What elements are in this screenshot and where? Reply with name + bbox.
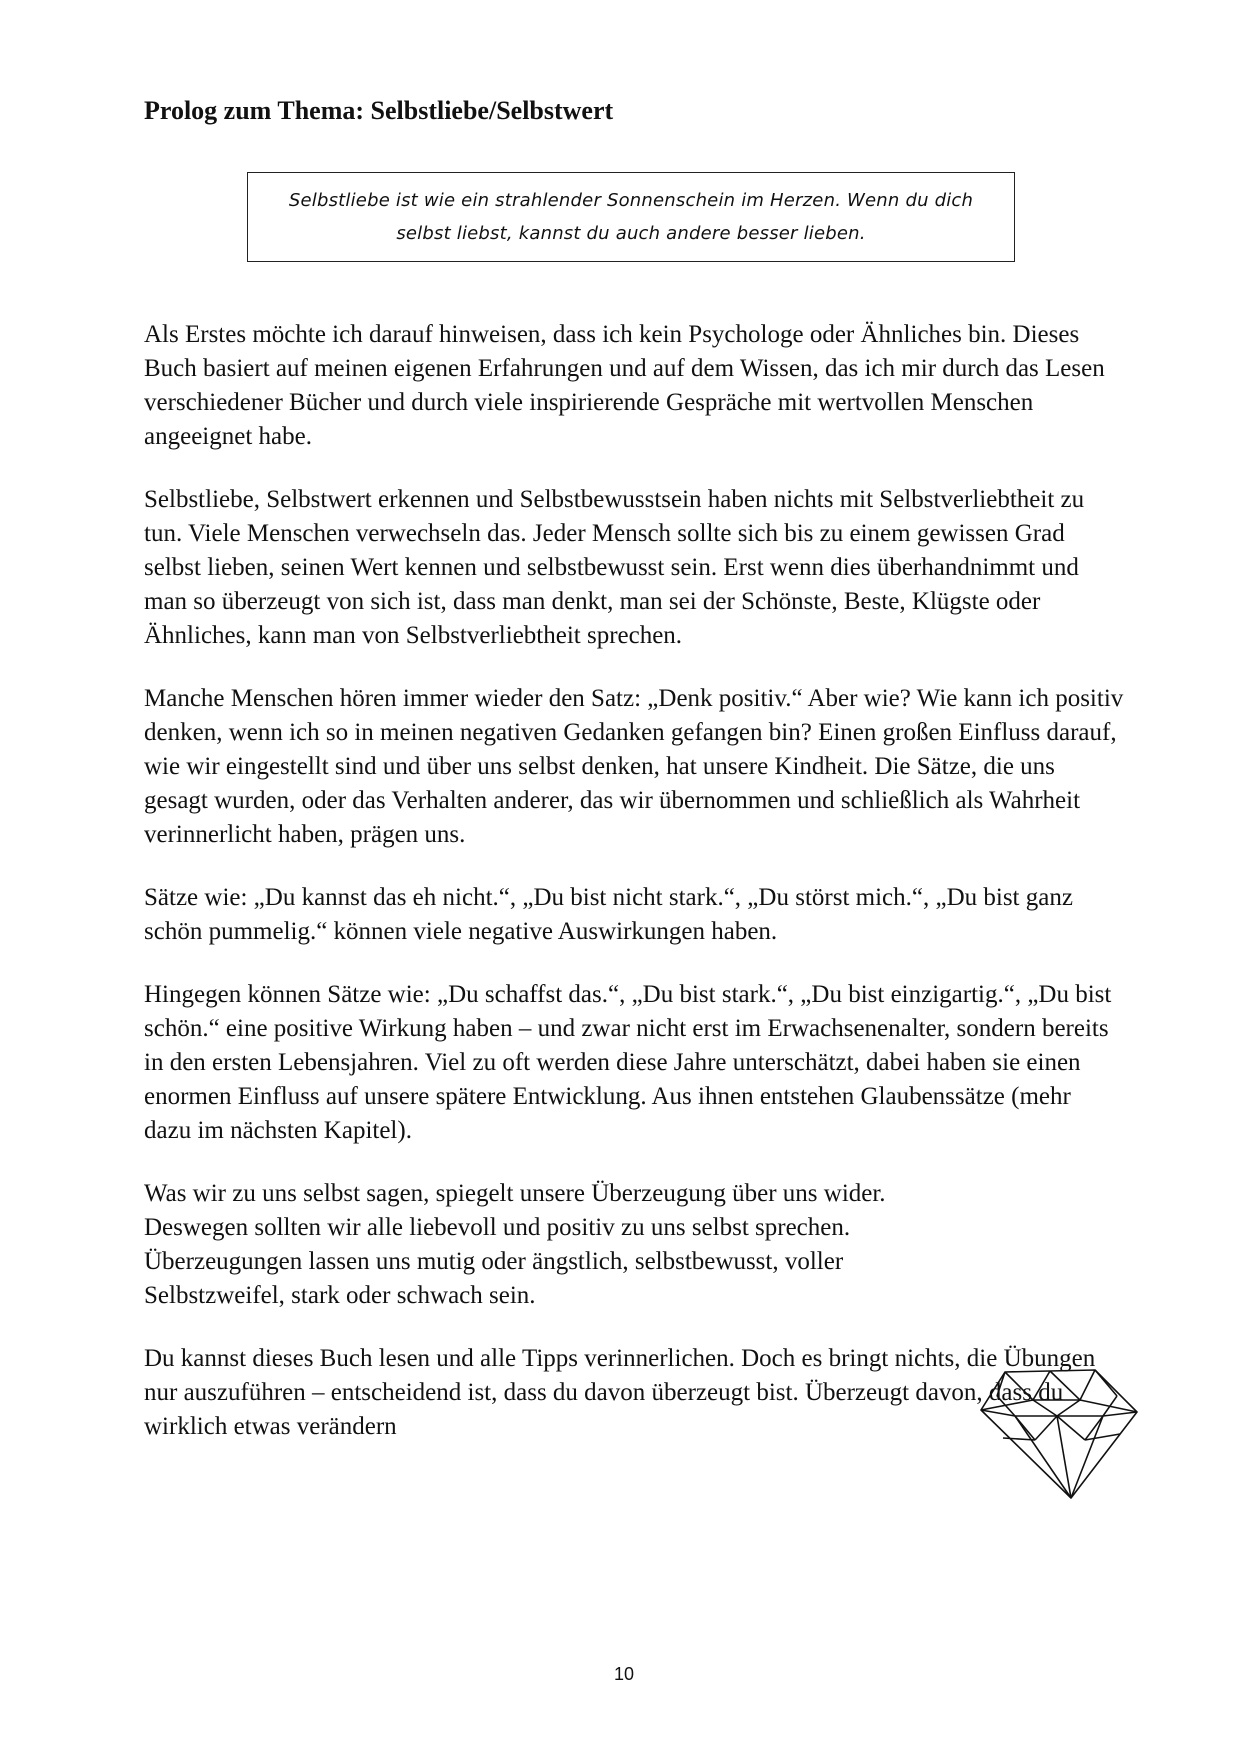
chapter-heading: Prolog zum Thema: Selbstliebe/Selbstwert [144,96,614,125]
quote-box [247,172,1015,262]
paragraph-buch-lesen: Du kannst dieses Buch lesen und alle Tipps verinnerlichen. Doch es bringt nichts, die Übungen nur auszuführen – entscheidend ist, dass du davon überzeugt bist. Überzeugt davon, dass du wirklich etwas verändern [144,1345,1096,1440]
paragraph-denk-positiv: Manche Menschen hören immer wieder den Satz: „Denk positiv.“ Aber wie? Wie kann ich positiv denken, wenn ich so in meinen negativen Gedanken gefangen bin? Einen großen Einfluss darauf, wie wir eingestellt sind und über uns selbst denken, hat unsere Kindheit. Die Sätze, die uns gesagt wurden, oder das Verhalten anderer, das wir übernommen und schließlich als Wahrheit verinnerlicht haben, prägen uns. [144,685,1124,848]
page-number: 10 [613,1664,635,1684]
paragraph-negative-saetze: Sätze wie: „Du kannst das eh nicht.“, „Du bist nicht stark.“, „Du störst mich.“, „Du bist ganz schön pummelig.“ können viele negative Auswirkungen haben. [144,884,1073,945]
paragraph-ueberzeugung: Was wir zu uns selbst sagen, spiegelt unsere Überzeugung über uns wider. Deswegen sollten wir alle liebevoll und positiv zu uns selbst sprechen. Überzeugungen lassen uns mutig oder ängstlich, selbstbewusst, voller Selbstzweifel, stark oder schwach sein. [144,1180,886,1309]
paragraph-intro: Als Erstes möchte ich darauf hinweisen, dass ich kein Psychologe oder Ähnliches bin. Dieses Buch basiert auf meinen eigenen Erfahrungen und auf dem Wissen, das ich mir durch das Lesen verschiedener Bücher und durch viele inspirierende Gespräche mit wertvollen Menschen angeeignet habe. [144,321,1105,450]
body-text [144,318,1124,1473]
quote-text: Selbstliebe ist wie ein strahlender Sonnenschein im Herzen. Wenn du dich selbst liebst, kannst du auch andere besser lieben. [288,190,974,244]
paragraph-positive-saetze: Hingegen können Sätze wie: „Du schaffst das.“, „Du bist stark.“, „Du bist einzigartig.“, „Du bist schön.“ eine positive Wirkung haben – und zwar nicht erst im Erwachsenenalter, sondern bereits in den ersten Lebensjahren. Viel zu oft werden diese Jahre unterschätzt, dabei haben sie einen enormen Einfluss auf unsere spätere Entwicklung. Aus ihnen entstehen Glaubenssätze (mehr dazu im nächsten Kapitel). [144,981,1112,1144]
diamond-icon [975,1360,1145,1505]
paragraph-selbstliebe: Selbstliebe, Selbstwert erkennen und Selbstbewusstsein haben nichts mit Selbstverliebtheit zu tun. Viele Menschen verwechseln das. Jeder Mensch sollte sich bis zu einem gewissen Grad selbst lieben, seinen Wert kennen und selbstbewusst sein. Erst wenn dies überhandnimmt und man so überzeugt von sich ist, dass man denkt, man sei der Schönste, Beste, Klügste oder Ähnliches, kann man von Selbstverliebtheit sprechen. [144,486,1085,649]
